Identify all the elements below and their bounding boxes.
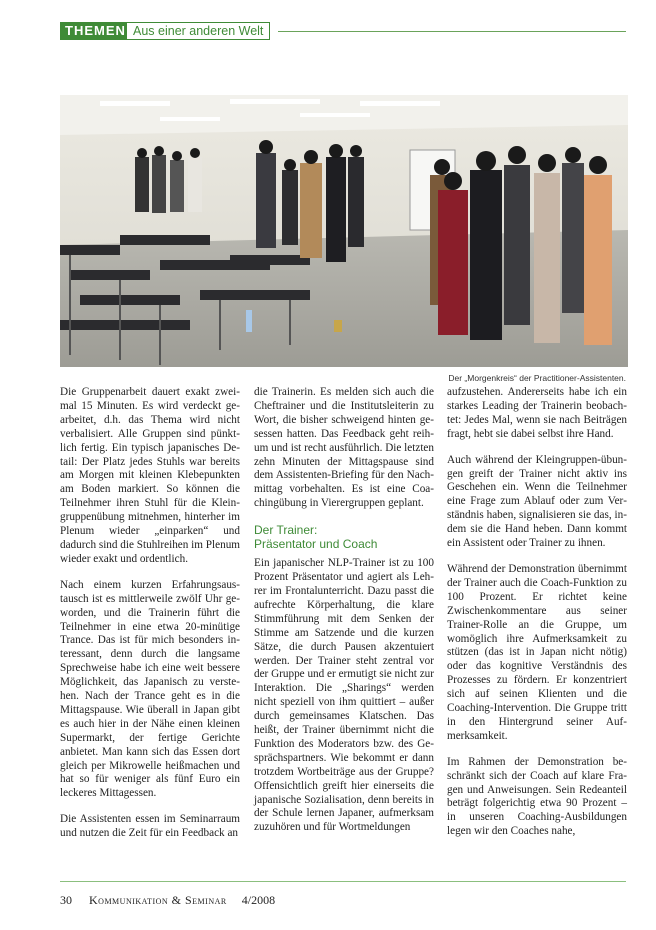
article-column-3 (447, 386, 627, 851)
subheading-line-1: Der Trainer: (254, 523, 318, 538)
issue-number: 4/2008 (241, 893, 276, 907)
photo-caption: Der „Morgenkreis“ der Practitioner-Assistenten. (448, 373, 626, 383)
seminar-room-photo (60, 95, 628, 367)
paragraph: Auch während der Kleingruppen-übungen greift der Trainer nicht aktiv ins Geschehen ein. Wenn die Teilnehmer eine Frage zum Ablauf oder zum Verständnis haben, signalisieren sie das, indem sie die Hand heben. Dann kommt ein Assistent oder Trainer zu ihnen. (447, 453, 627, 550)
page-footer (60, 893, 275, 908)
article-photo (60, 95, 628, 367)
paragraph: Die Gruppenarbeit dauert exakt zweimal 15 Minuten. Es wird verdeckt gearbeitet, d.h. das Thema wird nicht verbalisiert. Alle Gruppen sind pünktlich fertig. Ein typisch japanisches Detail: Der Platz jedes Stuhls war bereits am Morgen mit kleinen Klebepunkten am Boden markiert. So können die Teilnehmer ihren Stuhl für die Kleingruppenübung mitnehmen, hinterher im Plenum wieder „einparken“ und dadurch sind die Stuhlreihen im Plenum wieder exakt und ordentlich. (60, 386, 240, 565)
paragraph: Nach einem kurzen Erfahrungsaustausch ist es mittlerweile zwölf Uhr geworden, und die Trainerin führt die Teilnehmer in eine etwa 20-minütige Trance. Das ist für mich besonders interessant, denn durch die langsame Sprechweise habe ich eine weit bessere Möglichkeit, das Japanisch zu verstehen. Nach der Trance geht es in die Mittagspause. Wie überall in Japan gibt es auch hier in der Nähe einen kleinen Supermarkt, der fertige Gerichte anbietet. Man kann sich das Essen dort gleich per Mikrowelle heißmachen und hat so für weniger als fünf Euro ein leckeres Mittagessen. (60, 578, 240, 800)
header-rule (278, 31, 626, 32)
subheading-line-2: Präsentator und Coach (254, 537, 378, 552)
section-header (60, 22, 626, 42)
paragraph: aufzustehen. Andererseits habe ich ein starkes Leading der Trainerin beobachtet: Jedes Mal, wenn sie nach Beiträgen fragt, hebt sie dabei selbst ihre Hand. (447, 386, 627, 440)
paragraph: Die Assistenten essen im Seminarraum und nutzen die Zeit für ein Feedback an (60, 813, 240, 840)
paragraph: Ein japanischer NLP-Trainer ist zu 100 Prozent Präsentator und agiert als Lehrer im Frontalunterricht. Dazu passt die aufrechte Körperhaltung, die klare Stimmführung mit dem Senken der Stimme am Satzende und die kurzen Sätze, die durch Pausen akzentuiert werden. Der Trainer steht zentral vor der Gruppe und er ermutigt sie nicht zur Interaktion. Die „Sharings“ werden nicht speziell von ihm quittiert – außer durch gemeinsames Klatschen. Das heißt, der Trainer übernimmt nicht die Funktion des Moderators bzw. des Gesprächspartners. Wie bekommt er dann trotzdem Wortbeiträge aus der Gruppe? Offensichtlich greift hier einerseits die japanische Sozialisation, denn bereits in der Schule lernen Japaner, aufmerksam zuzuhören und für Wortmeldungen (254, 557, 434, 834)
article-column-1 (60, 386, 240, 853)
paragraph: Im Rahmen der Demonstration beschränkt sich der Coach auf klare Fragen und Anweisungen. Sein Redeanteil beträgt folgerichtig etwa 90 Prozent – in unseren Coaching-Ausbildungen legen wir den Coaches nahe, (447, 755, 627, 838)
paragraph: die Trainerin. Es melden sich auch die Cheftrainer und die Institutsleiterin zu Wort, die bisher schweigend hinten gesessen hatten. Das Feedback geht reihum und ist recht ausführlich. Die letzten zehn Minuten der Mittagspause sind dem Assistenten-Briefing für den Nachmittag vorbehalten. Es ist eine Coachingübung in Vierergruppen geplant. (254, 386, 434, 510)
paragraph: Während der Demonstration übernimmt der Trainer auch die Coach-Funktion zu 100 Prozent. Er richtet keine Zwischenkommentare aus seiner Trainer-Rolle an die Gruppe, um womöglich ihre Aufmerksamkeit zu stützen (das ist in Japan nicht nötig) oder das kognitive Verständnis des Prozesses zu fördern. Er konzentriert sich auf seinen Klienten und die Coaching-Intervention. Die Gruppe tritt in den Hintergrund seiner Aufmerksamkeit. (447, 562, 627, 742)
subheading (254, 523, 434, 551)
magazine-name: Kommunikation & Seminar (89, 893, 227, 907)
footer-rule (60, 881, 626, 882)
page-number: 30 (60, 893, 72, 907)
section-title: Aus einer anderen Welt (126, 22, 270, 40)
section-tag: THEMEN (60, 22, 131, 40)
article-column-2 (254, 386, 434, 847)
